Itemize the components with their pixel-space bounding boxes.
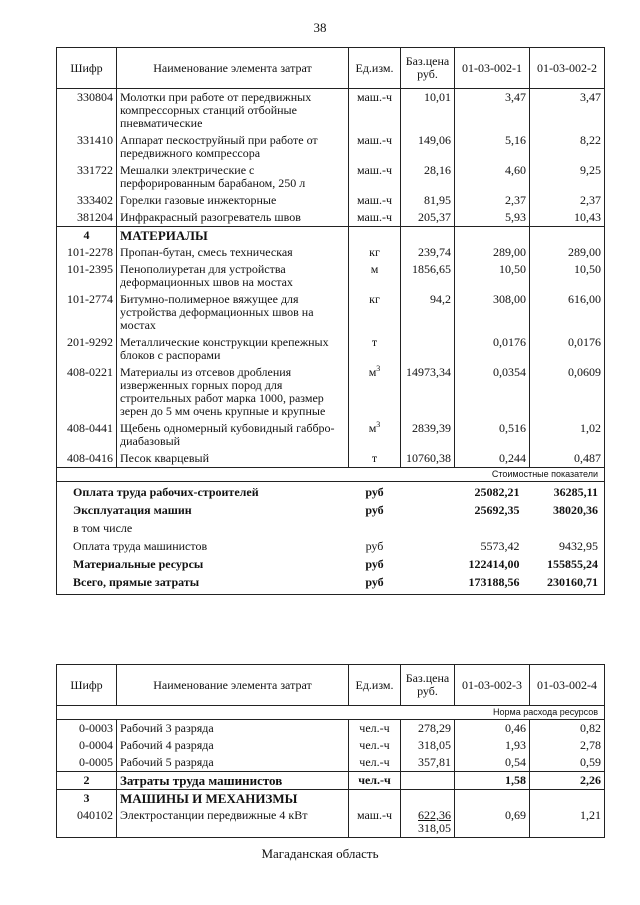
summary-unit: руб (349, 574, 401, 595)
band-row (57, 706, 605, 720)
summary-col1: 173188,56 (455, 574, 530, 595)
cell-col1: 2,37 (455, 192, 530, 209)
cell-code: 408-0416 (57, 450, 117, 468)
cell-col1: 1,58 (455, 772, 530, 790)
cell-code: 331410 (57, 132, 117, 162)
header-col2: 01-03-002-4 (530, 665, 605, 706)
cell-price: 149,06 (401, 132, 455, 162)
cell-col2 (530, 227, 605, 245)
cell-col1 (455, 790, 530, 808)
cell-col2: 0,0609 (530, 364, 605, 420)
cell-unit: т (349, 334, 401, 364)
cell-name: Песок кварцевый (117, 450, 349, 468)
header-unit: Ед.изм. (349, 665, 401, 706)
table-row (57, 737, 605, 754)
footer-region: Магаданская область (261, 846, 379, 861)
header-name: Наименование элемента затрат (117, 665, 349, 706)
cell-unit: маш.-ч (349, 132, 401, 162)
summary-col2: 38020,36 (530, 502, 605, 520)
cell-unit: $м^3$ (349, 364, 401, 420)
cell-col2 (530, 790, 605, 808)
summary-unit (349, 520, 401, 538)
summary-col2 (530, 520, 605, 538)
header-code: Шифр (57, 665, 117, 706)
header-col1: 01-03-002-1 (455, 48, 530, 89)
cell-col2: 10,50 (530, 261, 605, 291)
table-row (57, 450, 605, 468)
summary-name: Оплата труда рабочих-строителей (57, 482, 349, 503)
summary-row (57, 556, 605, 574)
cell-price (401, 334, 455, 364)
summary-unit: руб (365, 539, 384, 553)
cell-code: 330804 (57, 89, 117, 133)
cell-code: 101-2395 (57, 261, 117, 291)
cost-table-2 (56, 664, 605, 838)
cell-name: Инфракрасный разогреватель швов (117, 209, 349, 227)
cell-unit: маш.-ч (349, 807, 401, 838)
cell-unit: чел.-ч (349, 754, 401, 772)
cell-name: Электростанции передвижные 4 кВт (117, 807, 349, 838)
summary-col1 (455, 520, 530, 538)
summary-name: Материальные ресурсы (57, 556, 349, 574)
cell-unit: м (349, 261, 401, 291)
summary-row (57, 502, 605, 520)
cell-price (401, 807, 455, 838)
cell-price: 205,37 (401, 209, 455, 227)
cell-price: 28,16 (401, 162, 455, 192)
table-row (57, 89, 605, 133)
header-col1: 01-03-002-3 (455, 665, 530, 706)
table-row (57, 364, 605, 420)
summary-col1: 25082,21 (474, 485, 520, 499)
summary-row (57, 520, 605, 538)
price-secondary: 318,05 (418, 821, 451, 835)
cell-price: 278,29 (401, 720, 455, 738)
cell-name: Пропан-бутан, смесь техническая (117, 244, 349, 261)
cell-col1: 308,00 (455, 291, 530, 334)
cell-col2: 1,02 (530, 420, 605, 450)
cell-unit: чел.-ч (349, 720, 401, 738)
table-row (57, 291, 605, 334)
price-primary: 622,36 (418, 808, 451, 822)
header-price: Баз.цена руб. (401, 48, 455, 89)
cell-code: 408-0441 (57, 420, 117, 450)
cell-col2: 289,00 (530, 244, 605, 261)
cell-col1: 10,50 (455, 261, 530, 291)
table-row (57, 334, 605, 364)
cell-col1: 0,516 (455, 420, 530, 450)
cell-price: 318,05 (401, 737, 455, 754)
cell-name: Битумно-полимерное вяжущее для устройства деформационных швов на мостах (117, 291, 349, 334)
cell-price (401, 790, 455, 808)
cell-col1: 289,00 (455, 244, 530, 261)
summary-unit: руб (365, 503, 384, 517)
cell-price (401, 772, 455, 790)
cell-col2: 0,82 (530, 720, 605, 738)
cell-col1: 3,47 (455, 89, 530, 133)
cell-price: 2839,39 (401, 420, 455, 450)
cell-unit: маш.-ч (349, 89, 401, 133)
cell-col2: 0,487 (530, 450, 605, 468)
summary-unit: руб (365, 485, 384, 499)
cell-unit: чел.-ч (349, 737, 401, 754)
cell-name: Затраты труда машинистов (117, 772, 349, 790)
cell-price: 10,01 (401, 89, 455, 133)
cell-unit: маш.-ч (349, 162, 401, 192)
band-row (57, 468, 605, 482)
cell-price: 81,95 (401, 192, 455, 209)
summary-spacer (401, 574, 455, 595)
cell-unit: чел.-ч (349, 772, 401, 790)
header-price: Баз.цена руб. (401, 665, 455, 706)
summary-name: Оплата труда машинистов (57, 538, 349, 556)
cell-code: 101-2278 (57, 244, 117, 261)
cell-price (401, 227, 455, 245)
cell-col1: 0,69 (455, 807, 530, 838)
cell-unit: маш.-ч (349, 192, 401, 209)
cell-code: 040102 (57, 807, 117, 838)
cell-price: 357,81 (401, 754, 455, 772)
summary-spacer (401, 520, 455, 538)
cell-unit: маш.-ч (349, 209, 401, 227)
page-number: 38 (313, 20, 327, 35)
cell-col2: 0,0176 (530, 334, 605, 364)
cell-name: Рабочий 3 разряда (117, 720, 349, 738)
cell-col2: 2,26 (530, 772, 605, 790)
cell-code: 201-9292 (57, 334, 117, 364)
cell-col2: 3,47 (530, 89, 605, 133)
unit-exponent: 3 (376, 364, 381, 373)
header-name: Наименование элемента затрат (117, 48, 349, 89)
summary-col1: 122414,00 (468, 557, 520, 571)
cell-col1: 0,54 (455, 754, 530, 772)
table-row (57, 261, 605, 291)
table-row (57, 209, 605, 227)
cell-col1: 4,60 (455, 162, 530, 192)
table-row (57, 244, 605, 261)
header-code: Шифр (57, 48, 117, 89)
summary-name: в том числе (57, 520, 349, 538)
cell-col2: 1,21 (530, 807, 605, 838)
summary-col1: 25692,35 (474, 503, 520, 517)
cell-name: Пенополиуретан для устройства деформационных швов на мостах (117, 261, 349, 291)
summary-col2: 9432,95 (530, 538, 605, 556)
table-row (57, 192, 605, 209)
cell-col2: 2,37 (530, 192, 605, 209)
cell-col1: 0,46 (455, 720, 530, 738)
cell-unit: кг (349, 244, 401, 261)
cell-code: 4 (57, 227, 117, 245)
cell-name: Молотки при работе от передвижных компрессорных станций отбойные пневматические (117, 89, 349, 133)
header-col2: 01-03-002-2 (530, 48, 605, 89)
cell-col2: 8,22 (530, 132, 605, 162)
section-row (57, 790, 605, 808)
summary-spacer (401, 502, 455, 520)
table-row (57, 162, 605, 192)
cell-col2: 0,59 (530, 754, 605, 772)
cell-code: 3 (57, 790, 117, 808)
cell-price: 94,2 (401, 291, 455, 334)
cell-name: Металлические конструкции крепежных блоков с распорами (117, 334, 349, 364)
summary-name: Эксплуатация машин (57, 502, 349, 520)
table-row (57, 772, 605, 790)
cell-col1 (455, 227, 530, 245)
band-label: Норма расхода ресурсов (57, 706, 605, 720)
cell-name: МАШИНЫ И МЕХАНИЗМЫ (117, 790, 349, 808)
summary-row (57, 482, 605, 503)
cell-code: 331722 (57, 162, 117, 192)
cell-unit: $м^3$ (349, 420, 401, 450)
band-label: Стоимостные показатели (57, 468, 605, 482)
cell-col2: 9,25 (530, 162, 605, 192)
cell-name: Материалы из отсевов дробления изверженных горных пород для строительных работ марка 1000, размер зерен до 5 мм очень крупные и крупные (117, 364, 349, 420)
cell-name: МАТЕРИАЛЫ (117, 227, 349, 245)
cell-price: 10760,38 (401, 450, 455, 468)
cell-code: 0-0004 (57, 737, 117, 754)
cell-code: 408-0221 (57, 364, 117, 420)
cell-code: 333402 (57, 192, 117, 209)
cell-name: Аппарат пескоструйный при работе от передвижного компрессора (117, 132, 349, 162)
header-unit: Ед.изм. (349, 48, 401, 89)
table-row (57, 807, 605, 838)
section-row (57, 227, 605, 245)
cell-col1: 5,16 (455, 132, 530, 162)
cell-unit: т (349, 450, 401, 468)
summary-col2: 36285,11 (530, 482, 605, 503)
summary-col1: 5573,42 (480, 539, 520, 553)
summary-spacer (401, 482, 455, 503)
cell-col1: 5,93 (455, 209, 530, 227)
summary-row (57, 538, 605, 556)
cell-code: 0-0005 (57, 754, 117, 772)
cell-name: Мешалки электрические с перфорированным барабаном, 250 л (117, 162, 349, 192)
table-row (57, 754, 605, 772)
cell-col2: 2,78 (530, 737, 605, 754)
cell-price: 239,74 (401, 244, 455, 261)
table-row (57, 132, 605, 162)
cell-col1: 1,93 (455, 737, 530, 754)
cell-name: Горелки газовые инжекторные (117, 192, 349, 209)
cell-code: 0-0003 (57, 720, 117, 738)
cell-unit: кг (349, 291, 401, 334)
cell-name: Щебень одномерный кубовидный габбро-диабазовый (117, 420, 349, 450)
cell-code: 2 (57, 772, 117, 790)
unit-exponent: 3 (376, 420, 381, 429)
cell-name: Рабочий 4 разряда (117, 737, 349, 754)
cell-price: 1856,65 (401, 261, 455, 291)
cell-col1: 0,0354 (455, 364, 530, 420)
cell-name: Рабочий 5 разряда (117, 754, 349, 772)
cell-col2: 616,00 (530, 291, 605, 334)
cell-code: 101-2774 (57, 291, 117, 334)
summary-spacer (401, 538, 455, 556)
cost-table-1 (56, 47, 605, 595)
cell-col1: 0,0176 (455, 334, 530, 364)
summary-unit: руб (365, 557, 384, 571)
cell-price: 14973,34 (401, 364, 455, 420)
cell-col1: 0,244 (455, 450, 530, 468)
summary-col2: 155855,24 (530, 556, 605, 574)
summary-row (57, 574, 605, 595)
cell-col2: 10,43 (530, 209, 605, 227)
cell-unit (349, 790, 401, 808)
cell-unit (349, 227, 401, 245)
table-row (57, 420, 605, 450)
cell-code: 381204 (57, 209, 117, 227)
table-row (57, 720, 605, 738)
summary-spacer (401, 556, 455, 574)
summary-name: Всего, прямые затраты (57, 574, 349, 595)
summary-col2: 230160,71 (530, 574, 605, 595)
